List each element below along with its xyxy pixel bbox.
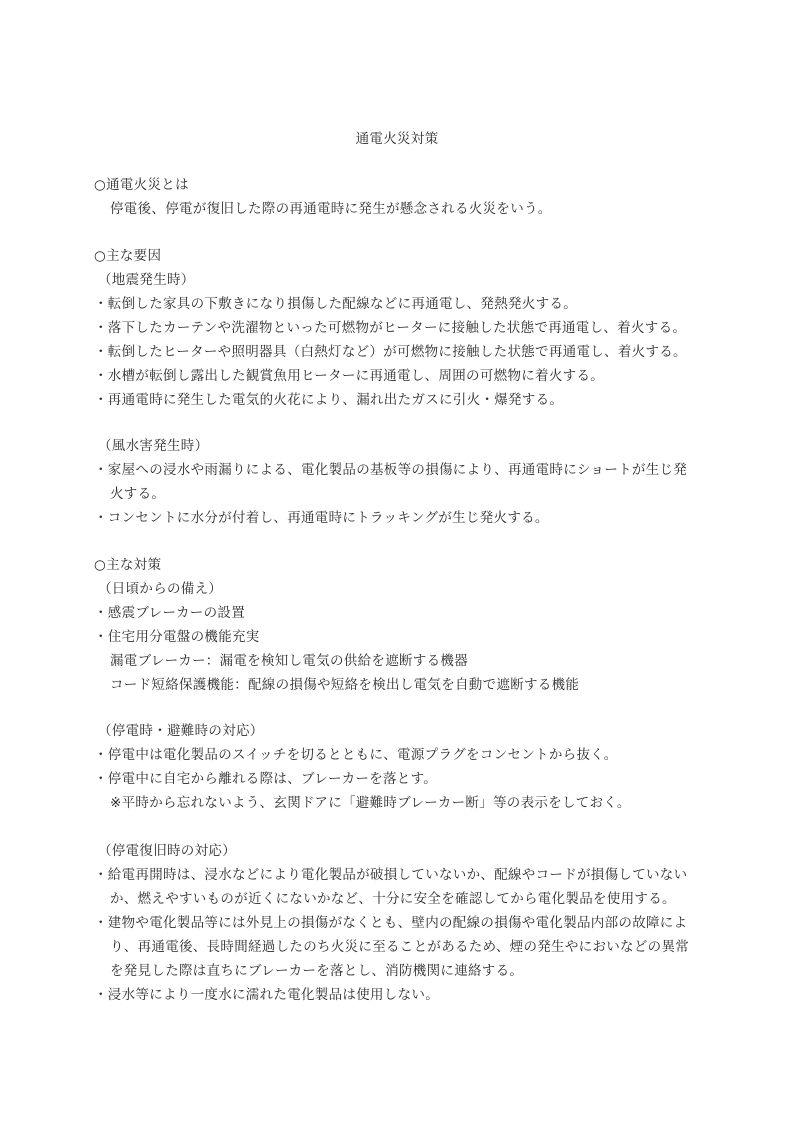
list-item: ・停電中は電化製品のスイッチを切るとともに、電源プラグをコンセントから抜く。	[94, 747, 618, 763]
section-heading-definition: ○通電火災とは	[94, 177, 189, 193]
list-item: ・浸水等により一度水に濡れた電化製品は使用しない。	[94, 987, 439, 1003]
list-item: ・落下したカーテンや洗濯物といった可燃物がヒーターに接触した状態で再通電し、着火する。	[94, 320, 687, 336]
page-title: 通電火災対策	[355, 131, 439, 147]
list-item: ・停電中に自宅から離れる際は、ブレーカーを落とす。	[94, 771, 438, 787]
list-item: ・建物や電化製品等には外見上の損傷がなくとも、壁内の配線の損傷や電化製品内部の故障によ	[94, 915, 688, 931]
list-item-continuation: り、再通電後、長時間経過したのち火災に至ることがあるため、煙の発生やにおいなどの異常	[110, 939, 690, 955]
subheading-restore: （停電復旧時の対応）	[98, 843, 236, 859]
list-item-continuation: か、燃えやすいものが近くにないかなど、十分に安全を確認してから電化製品を使用する。	[110, 891, 676, 907]
sub-item: 漏電ブレーカー：漏電を検知し電気の供給を遮断する機器	[110, 653, 468, 669]
list-item: ・転倒した家具の下敷きになり損傷した配線などに再通電し、発熱発火する。	[94, 296, 577, 312]
subheading-daily: （日頃からの備え）	[98, 581, 223, 597]
definition-text: 停電後、停電が復旧した際の再通電時に発生が懸念される火災をいう。	[110, 201, 552, 217]
subheading-earthquake: （地震発生時）	[98, 272, 195, 288]
list-item: ・家屋への浸水や雨漏りによる、電化製品の基板等の損傷により、再通電時にショートが生じ発	[94, 462, 688, 478]
list-item: ・住宅用分電盤の機能充実	[94, 629, 260, 645]
list-item: ・感震ブレーカーの設置	[94, 605, 245, 621]
list-item: ・給電再開時は、浸水などにより電化製品が破損していないか、配線やコードが損傷していない	[94, 867, 688, 883]
note-text: ※平時から忘れないよう、玄関ドアに「避難時ブレーカー断」等の表示をしておく。	[110, 795, 631, 811]
list-item: ・再通電時に発生した電気的火花により、漏れ出たガスに引火・爆発する。	[94, 392, 564, 408]
list-item: ・コンセントに水分が付着し、再通電時にトラッキングが生じ発火する。	[94, 510, 549, 526]
section-heading-causes: ○主な要因	[94, 248, 162, 264]
list-item-continuation: を発見した際は直ちにブレーカーを落とし、消防機関に連絡する。	[110, 963, 524, 979]
sub-item: コード短絡保護機能：配線の損傷や短絡を検出し電気を自動で遮断する機能	[110, 677, 580, 693]
subheading-storm: （風水害発生時）	[98, 438, 209, 454]
list-item: ・転倒したヒーターや照明器具（白熱灯など）が可燃物に接触した状態で再通電し、着火する。	[94, 344, 687, 360]
section-heading-measures: ○主な対策	[94, 557, 162, 573]
list-item: ・水槽が転倒し露出した観賞魚用ヒーターに再通電し、周囲の可燃物に着火する。	[94, 368, 605, 384]
subheading-outage: （停電時・避難時の対応）	[98, 723, 264, 739]
list-item-continuation: 火する。	[110, 486, 166, 502]
